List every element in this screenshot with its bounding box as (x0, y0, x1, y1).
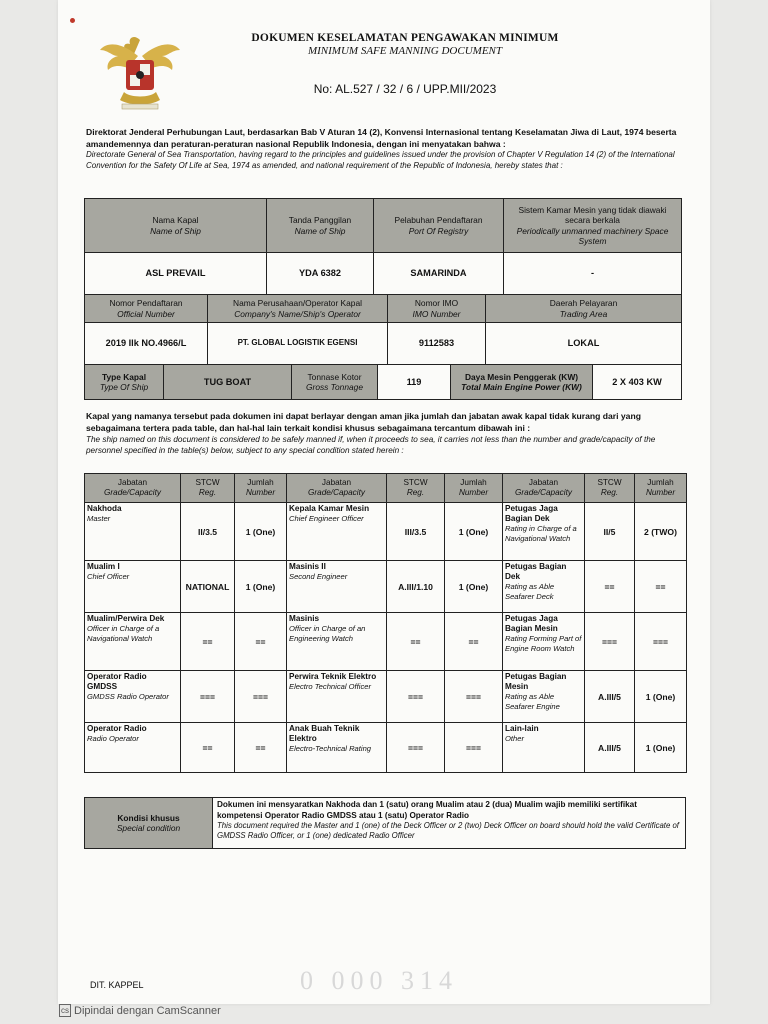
trading-area-value: LOKAL (486, 323, 682, 365)
number-cell: 1 (One) (445, 503, 503, 561)
stcw-cell: == (387, 613, 445, 671)
number-cell: 1 (One) (235, 503, 287, 561)
stcw-cell: III/3.5 (387, 503, 445, 561)
ship-name-value: ASL PREVAIL (84, 253, 267, 295)
grade-cell: Operator Radio GMDSS GMDSS Radio Operator (85, 671, 181, 723)
gross-tonnage-value: 119 (378, 365, 451, 400)
grade-cell: Perwira Teknik Elektro Electro Technical Officer (287, 671, 387, 723)
number-header: Jumlah Number (635, 474, 687, 503)
stcw-cell: A.III/5 (585, 723, 635, 773)
number-cell: 1 (One) (445, 561, 503, 613)
number-cell: === (445, 671, 503, 723)
trading-area-header: Daerah Pelayaran Trading Area (486, 295, 682, 323)
manning-statement-english: The ship named on this document is considered to be safely manned if, when it proceeds to sea, it carries not less than the number and grade/capacity of the personnel specified in the table(s) below, subject to any special condition stated herein : (86, 435, 656, 455)
crew-table (84, 473, 687, 773)
imo-value: 9112583 (388, 323, 486, 365)
red-dot-mark (70, 18, 75, 23)
grade-cell: Petugas Jaga Bagian Dek Rating in Charge of a Navigational Watch (503, 503, 585, 561)
stcw-header: STCW Reg. (387, 474, 445, 503)
number-header: Jumlah Number (445, 474, 503, 503)
title-english: MINIMUM SAFE MANNING DOCUMENT (307, 45, 502, 57)
intro-indonesian: Direktorat Jenderal Perhubungan Laut, berdasarkan Bab V Aturan 14 (2), Konvensi Internasional tentang Keselamatan Jiwa di Laut, 1974 beserta amandemennya dan peraturan-peraturan nasional Republik Indonesia, dengan ini menyatakan bahwa : (86, 127, 677, 149)
crew-row (85, 503, 687, 561)
stcw-cell: == (585, 561, 635, 613)
port-value: SAMARINDA (374, 253, 504, 295)
grade-cell: Petugas Bagian Dek Rating as Able Seafarer Deck (503, 561, 585, 613)
stcw-header: STCW Reg. (181, 474, 235, 503)
garuda-emblem-icon (94, 26, 186, 118)
ums-value: - (504, 253, 682, 295)
grade-header: Jabatan Grade/Capacity (503, 474, 585, 503)
crew-row (85, 613, 687, 671)
official-number-header: Nomor Pendaftaran Official Number (84, 295, 208, 323)
ums-header: Sistem Kamar Mesin yang tidak diawaki secara berkala Periodically unmanned machinery Space System (504, 198, 682, 253)
gross-tonnage-header: Tonnase Kotor Gross Tonnage (292, 365, 378, 400)
grade-cell: Masinis II Second Engineer (287, 561, 387, 613)
special-condition-label: Kondisi khusus Special condition (85, 798, 213, 848)
crew-row (85, 723, 687, 773)
special-condition (84, 797, 686, 849)
official-number-value: 2019 Ilk NO.4966/L (84, 323, 208, 365)
grade-cell: Petugas Jaga Bagian Mesin Rating Forming Part of Engine Room Watch (503, 613, 585, 671)
grade-cell: Nakhoda Master (85, 503, 181, 561)
grade-header: Jabatan Grade/Capacity (85, 474, 181, 503)
stcw-cell: II/5 (585, 503, 635, 561)
number-cell: == (445, 613, 503, 671)
stcw-cell: A.III/1.10 (387, 561, 445, 613)
grade-cell: Mualim I Chief Officer (85, 561, 181, 613)
number-cell: 2 (TWO) (635, 503, 687, 561)
grade-cell: Mualim/Perwira Dek Officer in Charge of a Navigational Watch (85, 613, 181, 671)
stcw-cell: === (181, 671, 235, 723)
number-cell: == (235, 613, 287, 671)
number-header: Jumlah Number (235, 474, 287, 503)
stcw-header: STCW Reg. (585, 474, 635, 503)
title-indonesian: DOKUMEN KESELAMATAN PENGAWAKAN MINIMUM (251, 32, 559, 44)
number-cell: 1 (One) (635, 671, 687, 723)
ship-type-value: TUG BOAT (164, 365, 292, 400)
signature-label: DIT. KAPPEL (90, 980, 144, 990)
faint-stamp-number: 0 000 314 (300, 966, 458, 995)
grade-cell: Operator Radio Radio Operator (85, 723, 181, 773)
stcw-cell: A.III/5 (585, 671, 635, 723)
grade-cell: Lain-lain Other (503, 723, 585, 773)
intro-paragraph (86, 127, 682, 171)
number-cell: 1 (One) (235, 561, 287, 613)
grade-cell: Petugas Bagian Mesin Rating as Able Seafarer Engine (503, 671, 585, 723)
number-cell: == (235, 723, 287, 773)
camscanner-footer (59, 1004, 221, 1017)
company-header: Nama Perusahaan/Operator Kapal Company's Name/Ship's Operator (208, 295, 388, 323)
grade-header: Jabatan Grade/Capacity (287, 474, 387, 503)
ship-type-header: Type Kapal Type Of Ship (84, 365, 164, 400)
number-cell: === (635, 613, 687, 671)
call-sign-header: Tanda Panggilan Name of Ship (267, 198, 374, 253)
camscanner-logo-icon: cs (61, 1006, 69, 1015)
crew-row (85, 561, 687, 613)
number-cell: 1 (One) (635, 723, 687, 773)
camscanner-text: Dipindai dengan CamScanner (74, 1004, 221, 1017)
manning-statement (86, 411, 682, 456)
call-sign-value: YDA 6382 (267, 253, 374, 295)
intro-english: Directorate General of Sea Transportation, having regard to the principles and guidelines issued under the provision of Chapter V Regulation 14 (2) of the International Convention for the Safety Of Life at Sea, 1974 as amended, and national requirement of the Republic of Indonesia, hereby states that : (86, 150, 675, 170)
stcw-cell: === (585, 613, 635, 671)
manning-statement-indonesian: Kapal yang namanya tersebut pada dokumen ini dapat berlayar dengan aman jika jumlah dan jabatan awak kapal tidak kurang dari yang sebagaimana tertera pada table, dan hal-hal lain terkait kondisi khusus sebagaimana tercantum dibawah ini : (86, 411, 641, 433)
number-cell: === (235, 671, 287, 723)
document-title (200, 32, 610, 57)
grade-cell: Masinis Officer in Charge of an Engineering Watch (287, 613, 387, 671)
company-value: PT. GLOBAL LOGISTIK EGENSI (208, 323, 388, 365)
ship-name-header: Nama Kapal Name of Ship (84, 198, 267, 253)
crew-header-row (85, 474, 687, 503)
engine-power-value: 2 X 403 KW (593, 365, 682, 400)
stcw-cell: II/3.5 (181, 503, 235, 561)
crew-row (85, 671, 687, 723)
grade-cell: Kepala Kamar Mesin Chief Engineer Officer (287, 503, 387, 561)
engine-power-header: Daya Mesin Penggerak (KW) Total Main Engine Power (KW) (451, 365, 593, 400)
port-header: Pelabuhan Pendaftaran Port Of Registry (374, 198, 504, 253)
special-condition-text: Dokumen ini mensyaratkan Nakhoda dan 1 (satu) orang Mualim atau 2 (dua) Mualim wajib memiliki sertifikat kompetensi Operator Radio GMDSS atau 1 (satu) Operator Radio This document required the Master and 1 (one) of the Deck Officer or 2 (two) Deck Officer on board should hold the valid Certificate of GMDSS Radio Officer, or 1 (one) dedicated Radio Officer (217, 800, 679, 840)
stcw-cell: == (181, 723, 235, 773)
stcw-cell: == (181, 613, 235, 671)
imo-header: Nomor IMO IMO Number (388, 295, 486, 323)
stcw-cell: === (387, 671, 445, 723)
document-number: No: AL.527 / 32 / 6 / UPP.MII/2023 (313, 82, 497, 96)
number-cell: == (635, 561, 687, 613)
number-cell: === (445, 723, 503, 773)
grade-cell: Anak Buah Teknik Elektro Electro-Technical Rating (287, 723, 387, 773)
stcw-cell: === (387, 723, 445, 773)
stcw-cell: NATIONAL (181, 561, 235, 613)
